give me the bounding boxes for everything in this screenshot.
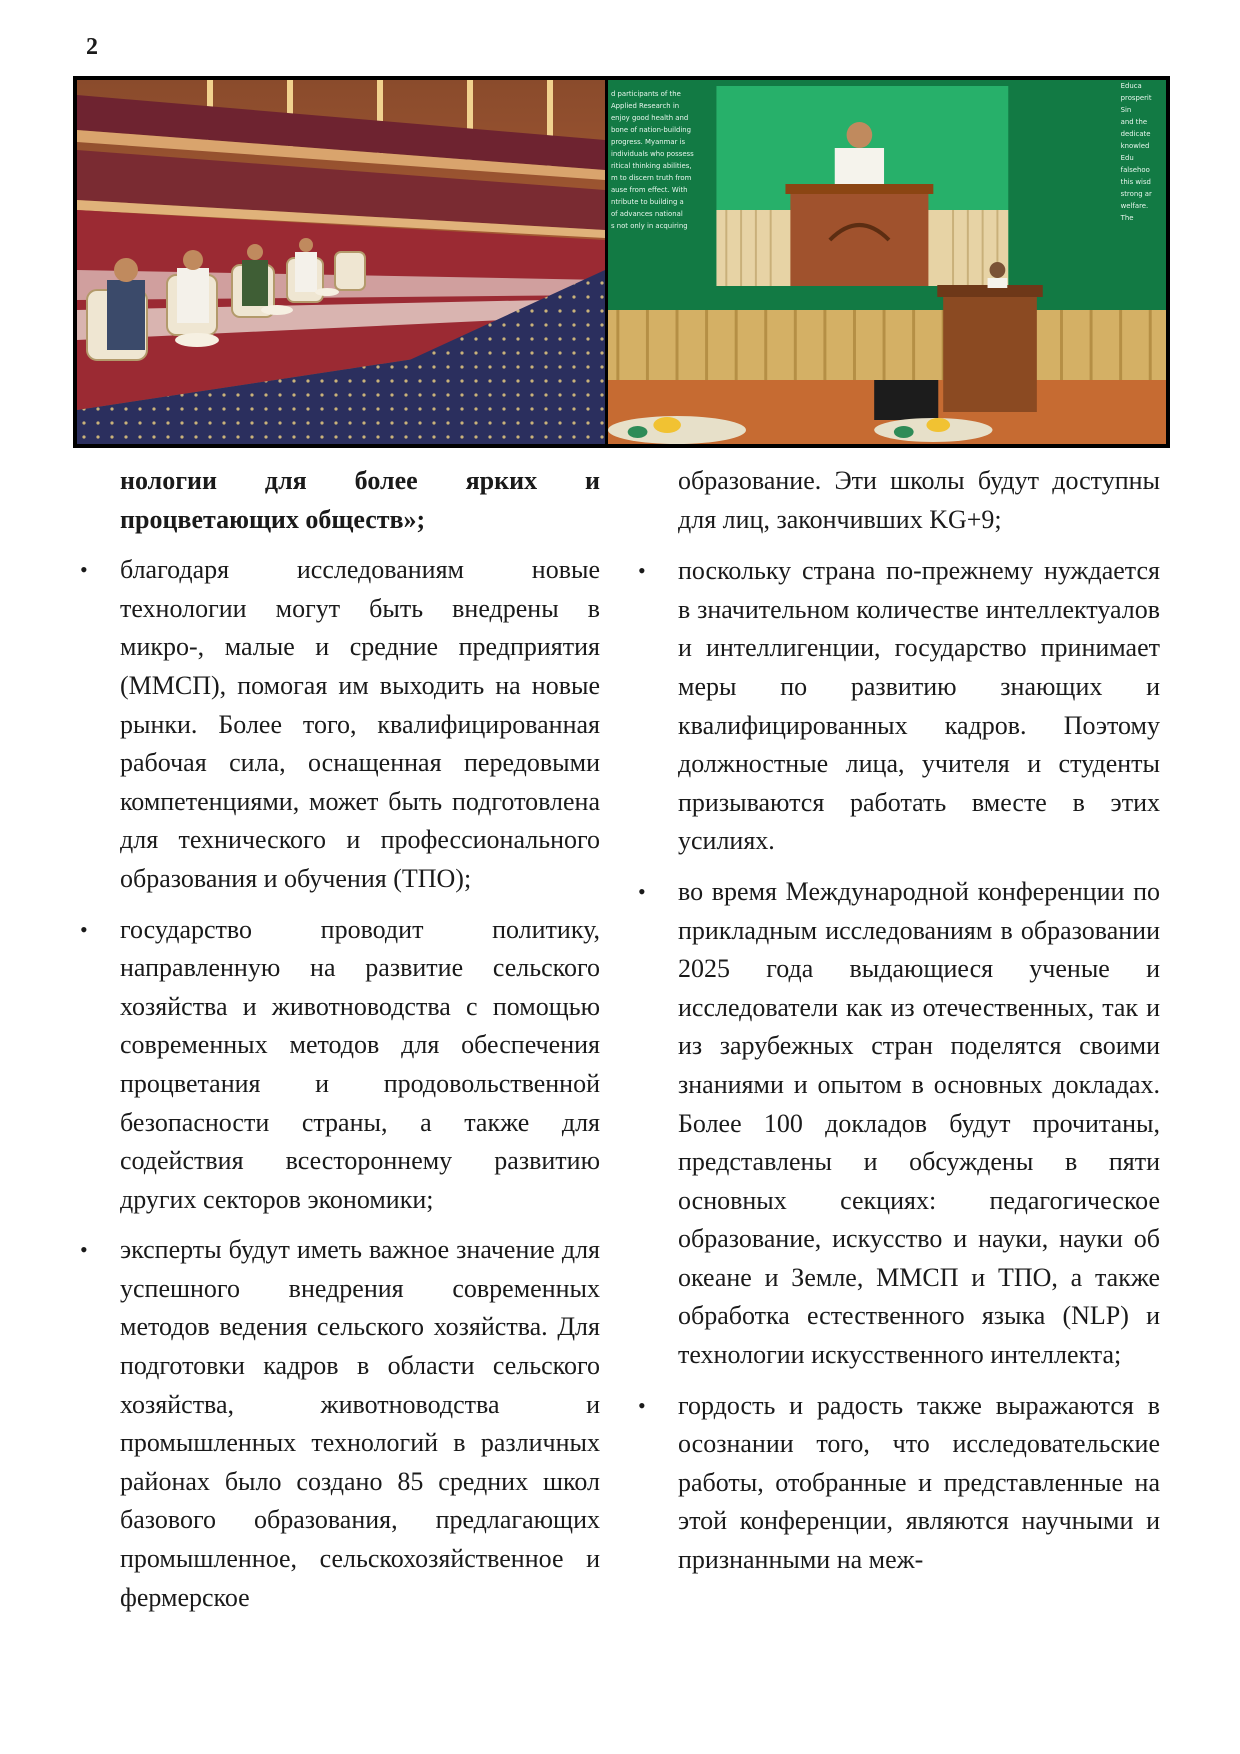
screen-text-line: prosperit — [1120, 93, 1152, 103]
page-number: 2 — [86, 34, 98, 60]
list-item-text: эксперты будут иметь важное значение для успешного внедрения современных методов ведения сельского хозяйства. Для подготовки кадров в области сельского хозяйства, животноводства и промышленных технологий в различных районах было создано 85 средних школ базового образования, предлагающих промышленное, сельскохозяйственное и фермерское — [120, 1235, 600, 1612]
list-item — [638, 552, 1160, 861]
screen-text-line: strong ar — [1120, 189, 1152, 199]
screen-text-line: Sin — [1120, 105, 1132, 115]
list-item-text: во время Международной конференции по прикладным исследованиям в образовании 2025 года выдающиеся ученые и исследователи как из отечественных, так и из зарубежных стран поделятся своими знаниями и опытом в основных докладах. Более 100 докладов будут прочитаны, представлены и обсуждены в пяти основных секциях: педагогическое образование, искусство и науки, науки об океане и Земле, ММСП и ТПО, а также обработка естественного языка (NLP) и технологии искусственного интеллекта; — [678, 876, 1160, 1370]
screen-text-line: d participants of the — [610, 89, 681, 99]
screen-text-line: ause from effect. With — [610, 185, 688, 195]
photo-strip — [73, 76, 1170, 448]
list-item — [80, 911, 600, 1220]
continuation-text: образование. Эти школы будут доступны для лиц, закончивших KG+9; — [678, 466, 1160, 534]
list-item — [638, 873, 1160, 1375]
screen-text-line: progress. Myanmar is — [610, 137, 686, 147]
list-item — [638, 1387, 1160, 1580]
screen-text-line: m to discern truth from — [610, 173, 692, 183]
list-item — [80, 1231, 600, 1617]
right-column — [638, 462, 1160, 1592]
bullet-icon: • — [80, 557, 88, 583]
auditorium-photo — [77, 80, 605, 444]
screen-text-line: ritical thinking abilities, — [610, 161, 692, 171]
bullet-icon: • — [638, 1392, 646, 1418]
screen-text-line: The — [1120, 213, 1134, 223]
screen-text-line: of advances national — [610, 209, 683, 219]
screen-text-line: knowled — [1120, 141, 1150, 151]
list-item-text: поскольку страна по-прежнему нуждается в значительном количестве интеллектуалов и интеллигенции, государство принимает меры по развитию знающих и квалифицированных кадров. Поэтому должностные лица, учителя и студенты призываются работать вместе в этих усилиях. — [678, 556, 1160, 856]
bullet-icon: • — [638, 878, 646, 904]
screen-text-line: s not only in acquiring — [610, 221, 688, 231]
speech-photo — [608, 80, 1166, 444]
left-column — [80, 462, 600, 1629]
list-item-text: гордость и радость также выражаются в осознании того, что исследовательские работы, отобранные и представленные на этой конференции, являются научными и признанными на меж- — [678, 1390, 1160, 1575]
screen-text-line: this wisd — [1120, 177, 1151, 187]
bullet-icon: • — [638, 558, 646, 584]
screen-text-line: ntribute to building a — [610, 197, 684, 207]
bullet-icon: • — [80, 916, 88, 942]
list-item-text: благодаря исследованиям новые технологии могут быть внедрены в микро-, малые и средние предприятия (ММСП), помогая им выходить на новые рынки. Более того, квалифицированная рабочая сила, оснащенная передовыми компетенциями, может быть подготовлена для технического и профессионального образования и обучения (ТПО); — [120, 555, 600, 893]
screen-text-line: Educa — [1120, 81, 1142, 91]
screen-text-line: dedicate — [1120, 129, 1151, 139]
list-item — [80, 551, 600, 898]
list-item-text: государство проводит политику, направленную на развитие сельского хозяйства и животноводства с помощью современных методов для обеспечения процветания и продовольственной безопасности страны, а также для содействия всестороннему развитию других секторов экономики; — [120, 914, 600, 1214]
screen-text-line: welfare. — [1120, 201, 1149, 211]
screen-text-line: falsehoo — [1120, 165, 1150, 175]
screen-text-line: enjoy good health and — [610, 113, 689, 123]
screen-text-line: individuals who possess — [610, 149, 694, 159]
lead-bold-text: нологии для более ярких и процветающих обществ»; — [120, 466, 600, 534]
screen-text-line: Applied Research in — [610, 101, 680, 111]
screen-text-line: bone of nation-building — [610, 125, 692, 135]
screen-text-line: and the — [1120, 117, 1148, 127]
bullet-icon: • — [80, 1237, 88, 1263]
screen-text-line: Edu — [1120, 153, 1134, 163]
